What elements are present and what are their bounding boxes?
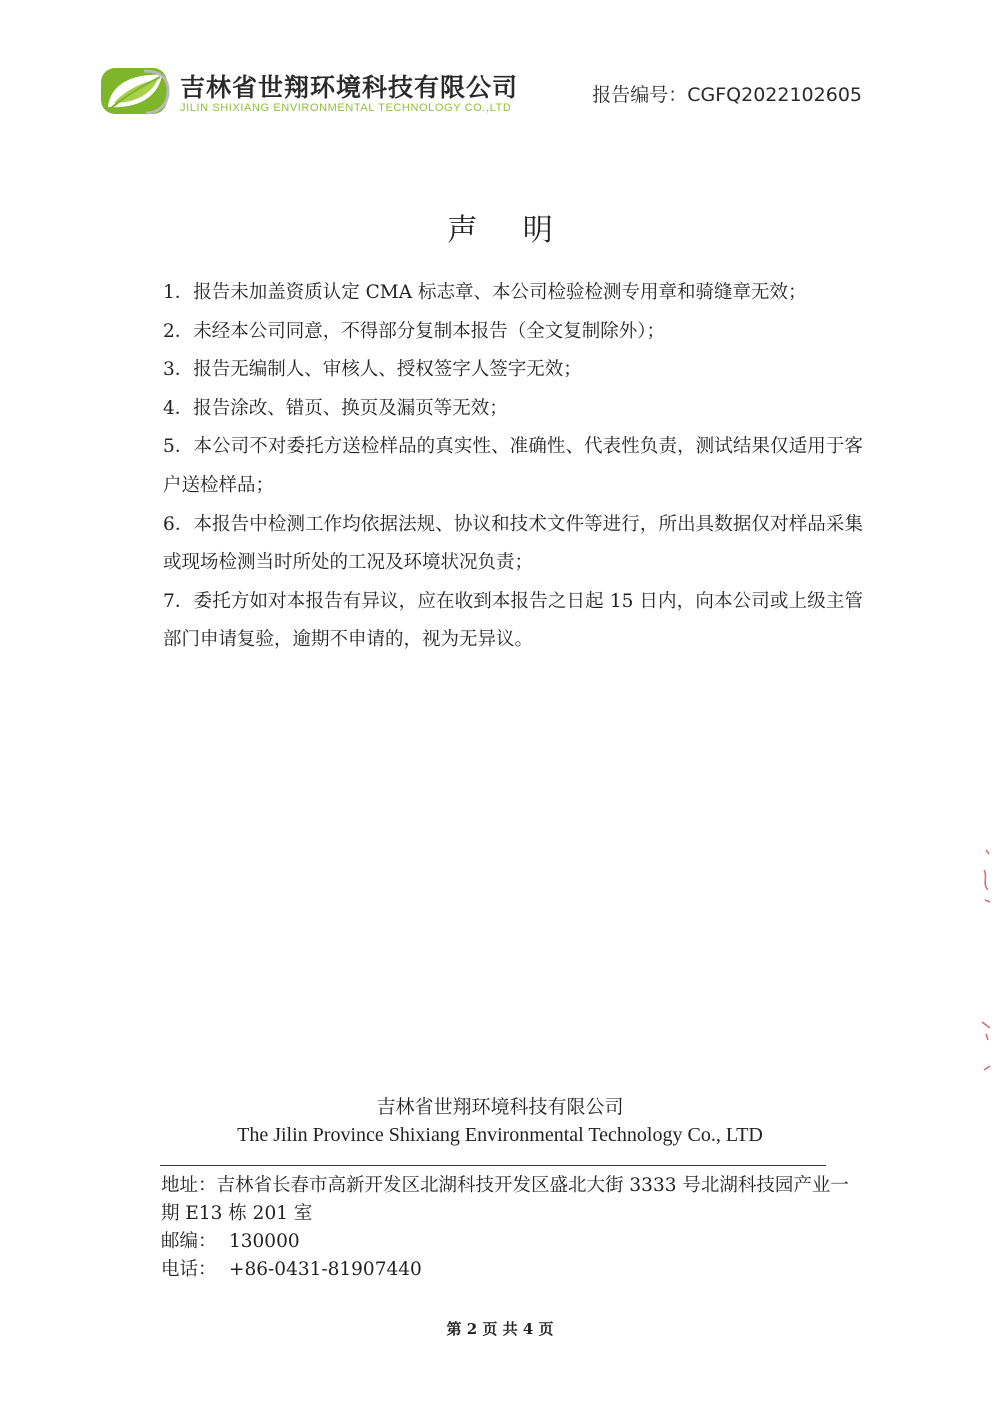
statement-item: 4．报告涂改、错页、换页及漏页等无效；: [163, 397, 508, 419]
address-label: 地址：: [161, 1175, 217, 1196]
seam-stamp-fragment-icon: [976, 840, 996, 1080]
address-value: 吉林省长春市高新开发区北湖科技开发区盛北大街 3333 号北湖科技园产业一期 E13 栋 201 室: [161, 1175, 849, 1224]
address-row: [161, 1172, 861, 1228]
page-number: 第 2 页 共 4 页: [446, 1320, 554, 1338]
statement-item: 6．本报告中检测工作均依据法规、协议和技术文件等进行，所出具数据仅对样品采集或现场检测当时所处的工况及环境状况负责；: [163, 513, 863, 574]
company-name-en: JILIN SHIXIANG ENVIRONMENTAL TECHNOLOGY CO.,LTD: [180, 102, 512, 114]
footer-company: [0, 1093, 1000, 1149]
green-leaf-logo-icon: [100, 67, 170, 115]
footer-company-name-en: The Jilin Province Shixiang Environmental Technology Co., LTD: [237, 1124, 763, 1146]
report-number: 报告编号：CGFQ2022102605: [592, 84, 862, 106]
page-title: 声 明: [447, 213, 571, 248]
statement-list: [163, 274, 863, 660]
statement-item: 7．委托方如对本报告有异议，应在收到本报告之日起 15 日内，向本公司或上级主管部门申请复验，逾期不申请的，视为无异议。: [163, 590, 863, 651]
phone-value: +86-0431-81907440: [229, 1259, 422, 1280]
statement-item: 3．报告无编制人、审核人、授权签字人签字无效；: [163, 359, 582, 381]
postcode-label: 邮编：: [161, 1231, 217, 1252]
postcode-value: 130000: [229, 1231, 300, 1252]
statement-item: 5．本公司不对委托方送检样品的真实性、准确性、代表性负责，测试结果仅适用于客户送检样品；: [163, 436, 863, 496]
phone-label: 电话：: [161, 1259, 217, 1280]
contact-info: [161, 1172, 861, 1284]
postcode-row: [161, 1228, 861, 1256]
footer-divider: [160, 1165, 826, 1166]
footer-company-name-cn: 吉林省世翔环境科技有限公司: [376, 1096, 624, 1118]
company-name-cn: 吉林省世翔环境科技有限公司: [180, 73, 519, 102]
phone-row: [161, 1256, 861, 1284]
statement-item: 2．未经本公司同意，不得部分复制本报告（全文复制除外）；: [163, 320, 666, 342]
statement-item: 1．报告未加盖资质认定 CMA 标志章、本公司检验检测专用章和骑缝章无效；: [163, 282, 807, 303]
